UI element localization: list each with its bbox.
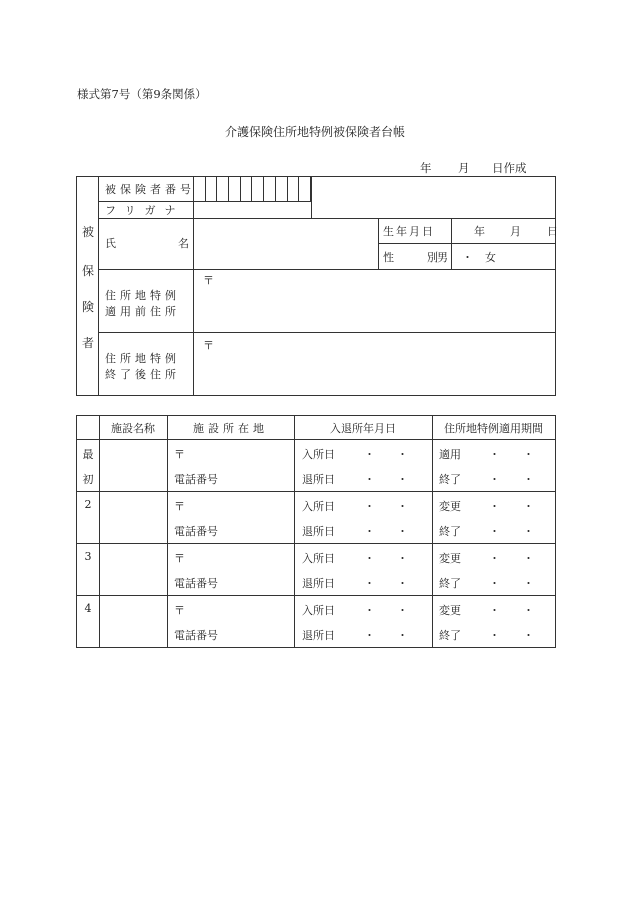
date-separator: ・ bbox=[489, 500, 500, 513]
insured-number-digit-box[interactable] bbox=[264, 177, 276, 201]
name-label-1: 氏 bbox=[105, 237, 116, 250]
date-separator: ・ bbox=[489, 448, 500, 461]
phone-label: 電話番号 bbox=[174, 577, 218, 590]
date-separator: ・ bbox=[523, 500, 534, 513]
furigana-field[interactable] bbox=[194, 202, 311, 218]
date-separator: ・ bbox=[364, 629, 375, 642]
header-facility-location: 施設所在地 bbox=[193, 421, 268, 435]
address-after-field[interactable] bbox=[194, 333, 555, 395]
date-separator: ・ bbox=[489, 604, 500, 617]
postal-mark-icon: 〒 bbox=[203, 339, 214, 352]
row-label: 2 bbox=[84, 498, 92, 511]
form-number: 様式第7号（第9条関係） bbox=[77, 87, 207, 101]
facility-name-field[interactable] bbox=[100, 544, 167, 595]
name-label-2: 名 bbox=[178, 237, 189, 250]
furigana-label: フリガナ bbox=[105, 204, 185, 217]
period-end-label: 終了 bbox=[439, 629, 461, 642]
date-separator: ・ bbox=[364, 577, 375, 590]
header-special-period: 住所地特例適用期間 bbox=[444, 421, 543, 435]
section-label-char-1: 被 bbox=[81, 225, 94, 239]
date-separator: ・ bbox=[364, 604, 375, 617]
date-month-label: 月 bbox=[458, 161, 470, 175]
date-separator: ・ bbox=[523, 525, 534, 538]
date-separator: ・ bbox=[364, 448, 375, 461]
postal-mark-icon: 〒 bbox=[174, 500, 185, 513]
date-separator: ・ bbox=[364, 473, 375, 486]
row-label-char-2: 初 bbox=[82, 473, 94, 486]
birth-date-label: 生年月日 bbox=[383, 225, 435, 238]
birth-date-field[interactable] bbox=[452, 219, 558, 243]
address-before-label-line2: 適用前住所 bbox=[105, 305, 180, 318]
birth-year-label: 年 bbox=[474, 225, 485, 238]
birth-day-label: 日 bbox=[547, 225, 558, 238]
header-move-dates: 入退所年月日 bbox=[330, 421, 396, 435]
date-separator: ・ bbox=[523, 448, 534, 461]
document-title: 介護保険住所地特例被保険者台帳 bbox=[224, 125, 405, 139]
period-start-label: 変更 bbox=[439, 500, 461, 513]
section-label-char-4: 者 bbox=[81, 336, 94, 350]
phone-label: 電話番号 bbox=[174, 473, 218, 486]
postal-mark-icon: 〒 bbox=[203, 274, 214, 287]
facility-name-field[interactable] bbox=[100, 492, 167, 543]
move-in-label: 入所日 bbox=[302, 500, 335, 513]
gender-male[interactable]: 男 bbox=[437, 250, 448, 264]
postal-mark-icon: 〒 bbox=[174, 552, 185, 565]
gender-female[interactable]: 女 bbox=[485, 250, 496, 264]
row-label: 3 bbox=[84, 550, 92, 563]
date-separator: ・ bbox=[489, 577, 500, 590]
date-separator: ・ bbox=[489, 629, 500, 642]
facility-row bbox=[77, 440, 555, 491]
gender-field[interactable] bbox=[437, 244, 555, 269]
insured-number-digit-box[interactable] bbox=[253, 177, 265, 201]
insured-number-digit-box[interactable] bbox=[206, 177, 218, 201]
move-in-label: 入所日 bbox=[302, 552, 335, 565]
date-separator: ・ bbox=[489, 473, 500, 486]
row-label-char-1: 最 bbox=[82, 448, 94, 461]
insured-number-digit-box[interactable] bbox=[276, 177, 288, 201]
date-separator: ・ bbox=[364, 552, 375, 565]
move-out-label: 退所日 bbox=[302, 473, 335, 486]
date-separator: ・ bbox=[397, 552, 408, 565]
move-out-label: 退所日 bbox=[302, 525, 335, 538]
gender-label-2: 別 bbox=[427, 251, 438, 264]
period-end-label: 終了 bbox=[439, 525, 461, 538]
facility-row bbox=[77, 492, 555, 543]
date-separator: ・ bbox=[523, 604, 534, 617]
address-before-label-line1: 住所地特例 bbox=[105, 289, 180, 302]
address-after-label-line2: 終了後住所 bbox=[105, 368, 180, 381]
gender-label-1: 性 bbox=[383, 251, 394, 264]
insured-number-digit-box[interactable] bbox=[299, 177, 311, 201]
address-after-label-line1: 住所地特例 bbox=[105, 352, 180, 365]
date-separator: ・ bbox=[523, 473, 534, 486]
address-before-field[interactable] bbox=[194, 270, 555, 332]
period-start-label: 変更 bbox=[439, 552, 461, 565]
date-separator: ・ bbox=[489, 552, 500, 565]
section-label-char-3: 険 bbox=[81, 300, 94, 314]
date-separator: ・ bbox=[397, 500, 408, 513]
period-end-label: 終了 bbox=[439, 577, 461, 590]
insured-number-label: 被保険者番号 bbox=[105, 183, 195, 196]
move-out-label: 退所日 bbox=[302, 577, 335, 590]
facility-row bbox=[77, 544, 555, 595]
date-separator: ・ bbox=[397, 604, 408, 617]
date-separator: ・ bbox=[523, 629, 534, 642]
insured-number-digit-box[interactable] bbox=[288, 177, 300, 201]
insured-number-digit-box[interactable] bbox=[241, 177, 253, 201]
gender-separator: ・ bbox=[462, 250, 473, 264]
creation-date bbox=[420, 160, 527, 176]
row-label: 4 bbox=[84, 602, 92, 615]
date-day-label: 日作成 bbox=[492, 161, 527, 175]
postal-mark-icon: 〒 bbox=[174, 448, 185, 461]
facility-name-field[interactable] bbox=[100, 440, 167, 491]
insured-number-digit-box[interactable] bbox=[229, 177, 241, 201]
date-separator: ・ bbox=[397, 525, 408, 538]
facility-table bbox=[76, 415, 556, 648]
facility-name-field[interactable] bbox=[100, 596, 167, 647]
date-separator: ・ bbox=[364, 500, 375, 513]
date-separator: ・ bbox=[397, 577, 408, 590]
date-separator: ・ bbox=[489, 525, 500, 538]
facility-row bbox=[77, 596, 555, 647]
period-start-label: 適用 bbox=[439, 448, 461, 461]
postal-mark-icon: 〒 bbox=[174, 604, 185, 617]
period-start-label: 変更 bbox=[439, 604, 461, 617]
section-label-char-2: 保 bbox=[81, 264, 94, 278]
date-year-label: 年 bbox=[420, 161, 432, 175]
birth-month-label: 月 bbox=[510, 225, 521, 238]
insured-person-table bbox=[76, 176, 556, 396]
name-field[interactable] bbox=[194, 219, 378, 269]
date-separator: ・ bbox=[523, 577, 534, 590]
phone-label: 電話番号 bbox=[174, 525, 218, 538]
date-separator: ・ bbox=[523, 552, 534, 565]
insured-number-digit-box[interactable] bbox=[194, 177, 206, 201]
move-out-label: 退所日 bbox=[302, 629, 335, 642]
date-separator: ・ bbox=[397, 448, 408, 461]
period-end-label: 終了 bbox=[439, 473, 461, 486]
date-separator: ・ bbox=[397, 629, 408, 642]
header-facility-name: 施設名称 bbox=[111, 421, 155, 435]
date-separator: ・ bbox=[364, 525, 375, 538]
phone-label: 電話番号 bbox=[174, 629, 218, 642]
move-in-label: 入所日 bbox=[302, 448, 335, 461]
date-separator: ・ bbox=[397, 473, 408, 486]
move-in-label: 入所日 bbox=[302, 604, 335, 617]
insured-number-digit-box[interactable] bbox=[217, 177, 229, 201]
